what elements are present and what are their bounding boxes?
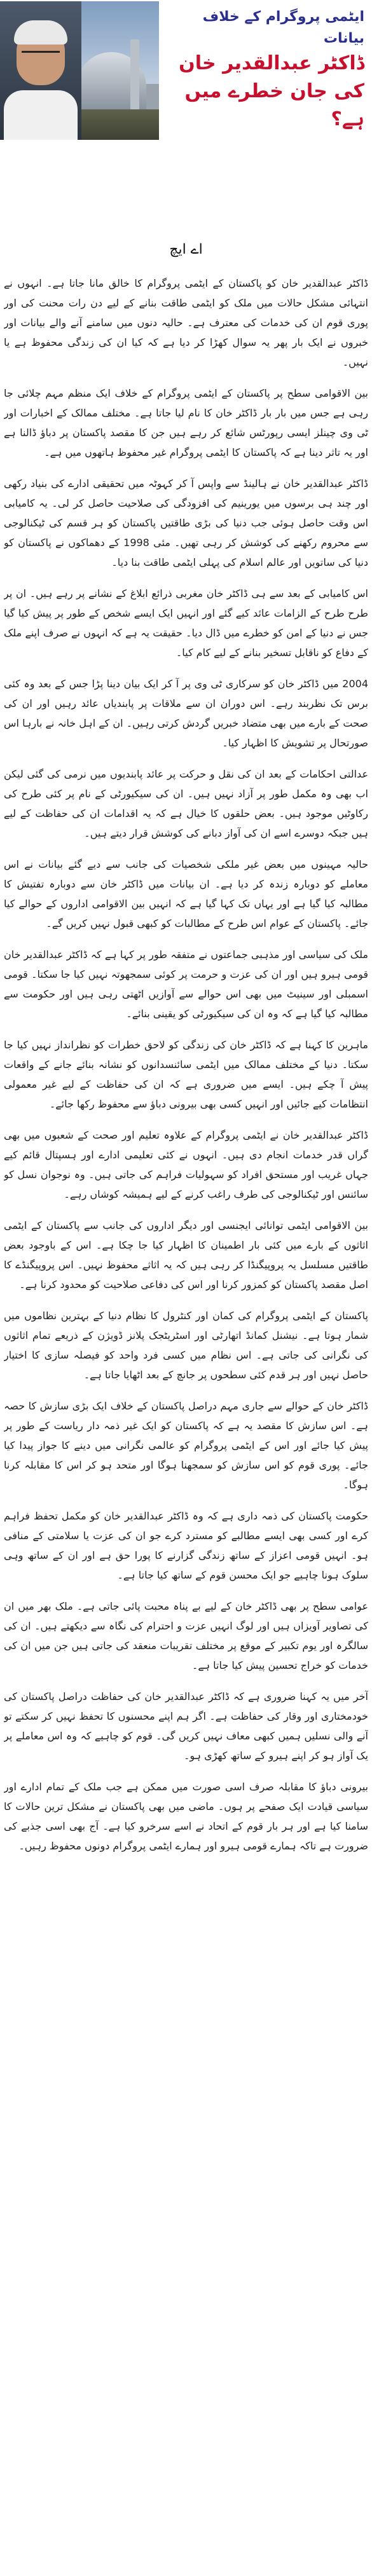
headline-kicker: ایٹمی پروگرام کے خلاف بیانات [202, 9, 364, 46]
article-paragraph: 2004 میں ڈاکٹر خان کو سرکاری ٹی وی پر آ کر ایک بیان دینا پڑا جس کے بعد وہ کئی برس تک نظربند رہے۔ اس دوران ان سے ملاقات پر پابندیاں عائد رہیں اور ان کی صحت کے بارے میں بھی متضاد خبریں گردش کرتی رہیں۔ ان کے اہل خانہ نے بارہا اس صورتحال پر تشویش کا اظہار کیا۔ [4, 678, 368, 749]
article-paragraph: ڈاکٹر خان کے حوالے سے جاری مہم دراصل پاکستان کے خلاف ایک بڑی سازش کا حصہ ہے۔ اس سازش کا مقصد یہ ہے کہ پاکستان کو ایک غیر ذمہ دار ریاست کے طور پر پیش کیا جائے اور اس کے ایٹمی پروگرام کو عالمی نگرانی میں دینے کا جواز پیدا کیا جائے۔ پوری قوم کو اس سازش کو سمجھنا ہوگا اور متحد ہو کر اس کا مقابلہ کرنا ہوگا۔ [4, 1400, 368, 1491]
article-paragraph: پاکستان کے ایٹمی پروگرام کی کمان اور کنٹرول کا نظام دنیا کے بہترین نظاموں میں شمار ہوتا ہے۔ نیشنل کمانڈ اتھارٹی اور اسٹریٹجک پلانز ڈویژن کے ذریعے تمام اثاثوں کی نگرانی کی جاتی ہے۔ اس نظام میں کسی فرد واحد کو فیصلہ سازی کا اختیار حاصل نہیں اور ہر قدم کئی سطحوں پر جانچ کے بعد اٹھایا جاتا ہے۔ [4, 1310, 368, 1381]
article-paragraph: ڈاکٹر عبدالقدیر خان نے ہالینڈ سے واپس آ کر کہوٹہ میں تحقیقی ادارے کی بنیاد رکھی اور چند ہی برسوں میں یورینیم کی افزودگی کی صلاحیت حاصل کر لی۔ یہ کامیابی اس وقت حاصل ہوئی جب دنیا کی بڑی طاقتیں پاکستان کو ہر قسم کی ٹیکنالوجی سے محروم رکھنے کی کوشش کر رہی تھیں۔ مئی 1998 کے دھماکوں نے پاکستان کو دنیا کی ساتویں اور عالم اسلام کی پہلی ایٹمی طاقت بنا دیا۔ [4, 477, 368, 568]
photo-chimney [130, 39, 139, 109]
article-paragraph: بین الاقوامی ایٹمی توانائی ایجنسی اور دیگر اداروں کی جانب سے پاکستان کے ایٹمی اثاثوں کے بارے میں کئی بار اطمینان کا اظہار کیا جا چکا ہے۔ اس کے باوجود بعض طاقتیں مسلسل یہ پروپیگنڈا کر رہی ہیں کہ یہ اثاثے محفوظ نہیں۔ اس پروپیگنڈے کا اصل مقصد پاکستان کو کمزور کرنا اور اس کی دفاعی صلاحیت کو محدود کرنا ہے۔ [4, 1219, 368, 1291]
header-banner [0, 0, 372, 145]
portrait-shirt [4, 90, 78, 140]
article-paragraph: ملک کی سیاسی اور مذہبی جماعتوں نے متفقہ طور پر کہا ہے کہ ڈاکٹر عبدالقدیر خان قومی ہیرو ہیں اور ان کی عزت و حرمت پر کوئی سمجھوتہ نہیں کیا جا سکتا۔ قومی اسمبلی اور سینیٹ میں بھی اس حوالے سے آوازیں اٹھتی رہی ہیں اور حکومت سے مطالبہ کیا گیا ہے کہ وہ ان کی سیکیورٹی کو یقینی بنائے۔ [4, 949, 368, 1020]
portrait-glasses [22, 51, 60, 60]
article-body [4, 273, 368, 2565]
article-paragraph: ماہرین کا کہنا ہے کہ ڈاکٹر خان کی زندگی کو لاحق خطرات کو نظرانداز نہیں کیا جا سکتا۔ دنیا کے مختلف ممالک میں ایٹمی سائنسدانوں کو نشانہ بنائے جانے کے واقعات پیش آ چکے ہیں۔ ایسے میں ضروری ہے کہ ان کی حفاظت کے لیے غیر معمولی انتظامات کیے جائیں اور انہیں کسی بھی بیرونی دباؤ سے محفوظ رکھا جائے۔ [4, 1039, 368, 1110]
article-paragraph: عوامی سطح پر بھی ڈاکٹر خان کے لیے بے پناہ محبت پائی جاتی ہے۔ ملک بھر میں ان کی تصاویر آویزاں ہیں اور لوگ انہیں عزت و احترام کی نگاہ سے دیکھتے ہیں۔ ان کی سالگرہ اور یوم تکبیر کے موقع پر مختلف تقریبات منعقد کی جاتی ہیں جن میں ان کی خدمات کو خراج تحسین پیش کیا جاتا ہے۔ [4, 1600, 368, 1671]
article-paragraph: ڈاکٹر عبدالقدیر خان کو پاکستان کے ایٹمی پروگرام کا خالق مانا جاتا ہے۔ انہوں نے انتہائی مشکل حالات میں ملک کو ایٹمی طاقت بنانے کے لیے دن رات محنت کی اور پوری قوم ان کی خدمات کی معترف ہے۔ حالیہ دنوں میں سامنے آنے والے بیانات اور خبروں نے ایک بار پھر یہ سوال کھڑا کر دیا ہے کہ کیا ان کی زندگی محفوظ ہے یا نہیں۔ [4, 277, 368, 368]
article-paragraph: بیرونی دباؤ کا مقابلہ صرف اسی صورت میں ممکن ہے جب ملک کے تمام ادارے اور سیاسی قیادت ایک صفحے پر ہوں۔ ماضی میں بھی پاکستان نے مشکل ترین حالات کا سامنا کیا ہے اور ہر بار قوم کے اتحاد نے اسے سرخرو کیا ہے۔ آج بھی اسی جذبے کی ضرورت ہے تاکہ ہمارے قومی ہیرو اور ہمارے ایٹمی پروگرام دونوں محفوظ رہیں۔ [4, 1781, 368, 1852]
article-paragraph: ڈاکٹر عبدالقدیر خان نے ایٹمی پروگرام کے علاوہ تعلیم اور صحت کے شعبوں میں بھی گراں قدر خدمات انجام دی ہیں۔ انہوں نے کئی تعلیمی ادارے اور ہسپتال قائم کیے جہاں غریب اور مستحق افراد کو سہولیات فراہم کی جاتی ہیں۔ وہ نوجوان نسل کو سائنس اور ٹیکنالوجی کی طرف راغب کرنے کے لیے ہمیشہ کوشاں رہے۔ [4, 1129, 368, 1200]
headline-title: ڈاکٹر عبدالقدیر خان کی جان خطرے میں ہے؟ [179, 52, 364, 130]
header-photo [0, 1, 159, 140]
portrait-hair [14, 20, 67, 45]
article-paragraph: حالیہ مہینوں میں بعض غیر ملکی شخصیات کی جانب سے دیے گئے بیانات نے اس معاملے کو دوبارہ زندہ کر دیا ہے۔ ان بیانات میں ڈاکٹر خان سے دوبارہ تفتیش کا مطالبہ کیا گیا ہے اور یہاں تک کہا گیا ہے کہ انہیں بین الاقوامی اداروں کے حوالے کیا جائے۔ پاکستان کے عوام اس طرح کے مطالبات کو کبھی قبول نہیں کریں گے۔ [4, 858, 368, 929]
article-paragraph: حکومت پاکستان کی ذمہ داری ہے کہ وہ ڈاکٹر عبدالقدیر خان کو مکمل تحفظ فراہم کرے اور کسی بھی ایسے مطالبے کو مسترد کرے جو ان کی عزت یا سلامتی کے منافی ہو۔ انہیں قومی اعزاز کے ساتھ زندگی گزارنے کا پورا حق ہے اور ان کے ساتھ وہی سلوک ہونا چاہیے جو ایک محسن قوم کے ساتھ کیا جاتا ہے۔ [4, 1510, 368, 1581]
article-paragraph: بین الاقوامی سطح پر پاکستان کے ایٹمی پروگرام کے خلاف ایک منظم مہم چلائی جا رہی ہے جس میں بار بار ڈاکٹر خان کا نام لیا جاتا ہے۔ مختلف ممالک کے اخبارات اور ٹی وی چینلز ایسی رپورٹس شائع کر رہے ہیں جن کا مقصد پاکستان پر دباؤ ڈالنا ہے اور یہ تاثر دینا ہے کہ پاکستان کا ایٹمی پروگرام غیر محفوظ ہاتھوں میں ہے۔ [4, 387, 368, 458]
headline-block [174, 6, 364, 134]
portrait-photo [0, 1, 81, 140]
article-paragraph: آخر میں یہ کہنا ضروری ہے کہ ڈاکٹر عبدالقدیر خان کی حفاظت دراصل پاکستان کی خودمختاری اور وقار کی حفاظت ہے۔ اگر ہم اپنے محسنوں کا تحفظ نہیں کر سکتے تو آنے والی نسلیں ہمیں کبھی معاف نہیں کریں گی۔ قوم کو چاہیے کہ وہ اس معاملے پر یک آواز ہو کر اپنے ہیرو کے ساتھ کھڑی ہو۔ [4, 1690, 368, 1762]
article-paragraph: عدالتی احکامات کے بعد ان کی نقل و حرکت پر عائد پابندیوں میں نرمی کی گئی لیکن اب بھی وہ مکمل طور پر آزاد نہیں ہیں۔ ان کی سیکیورٹی کے نام پر کئی طرح کی رکاوٹیں موجود ہیں۔ بعض حلقوں کا خیال ہے کہ یہ اقدامات ان کی حفاظت کے لیے ہیں جبکہ دوسرے اسے ان کی آواز دبانے کی کوشش قرار دیتے ہیں۔ [4, 768, 368, 839]
author-name: اے ایچ [169, 242, 203, 257]
article-paragraph: اس کامیابی کے بعد سے ہی ڈاکٹر خان مغربی ذرائع ابلاغ کے نشانے پر رہے ہیں۔ ان پر طرح طرح کے الزامات عائد کیے گئے اور انہیں ایک ایسے شخص کے طور پر پیش کیا گیا جس نے دنیا کے امن کو خطرے میں ڈال دیا۔ حقیقت یہ ہے کہ انہوں نے صرف اپنے ملک کے دفاع کو ناقابل تسخیر بنانے کے لیے کام کیا۔ [4, 587, 368, 659]
